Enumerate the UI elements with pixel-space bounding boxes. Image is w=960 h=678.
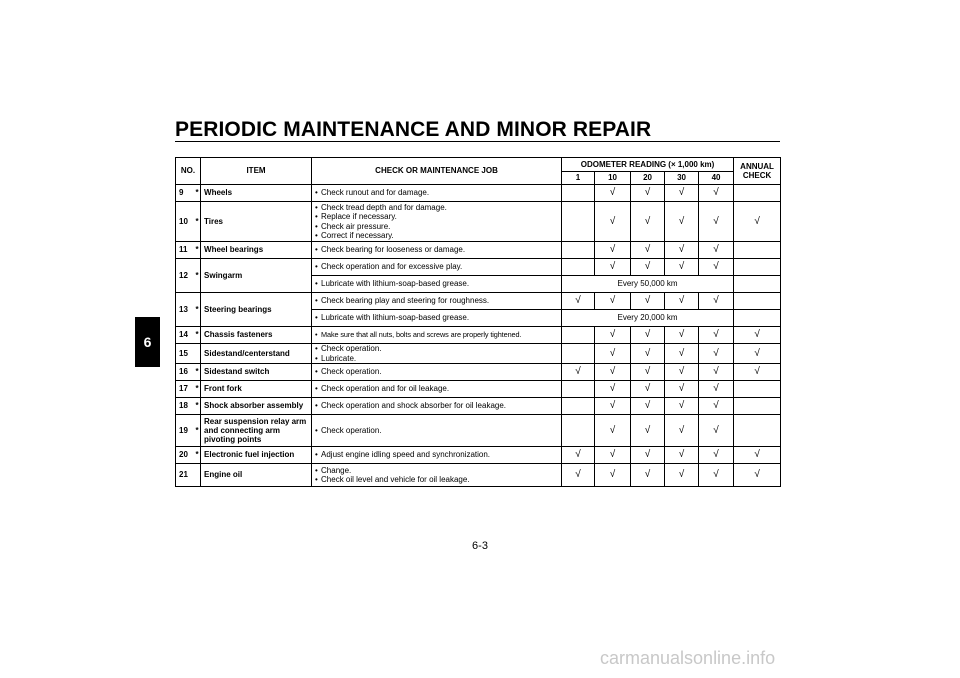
periodic-marker: *	[193, 293, 201, 327]
item-name: Steering bearings	[201, 293, 312, 327]
job-line: • Check operation and for excessive play.	[315, 262, 558, 271]
row-number: 11	[176, 242, 193, 259]
header-no: NO.	[176, 158, 201, 185]
job-line: • Change.	[315, 466, 558, 475]
check-mark	[562, 327, 595, 344]
job-line: • Check operation and for oil leakage.	[315, 384, 558, 393]
odometer-col-header: 30	[665, 172, 699, 185]
table-row	[176, 327, 781, 344]
maintenance-job	[312, 259, 562, 276]
check-mark	[734, 293, 781, 310]
check-mark: √	[631, 381, 665, 398]
check-mark: √	[665, 464, 699, 487]
row-number: 17	[176, 381, 193, 398]
header-odometer: ODOMETER READING (× 1,000 km)	[562, 158, 734, 172]
maintenance-job	[312, 310, 562, 327]
check-mark: √	[734, 344, 781, 364]
check-mark: √	[562, 293, 595, 310]
check-mark: √	[665, 293, 699, 310]
maintenance-job	[312, 276, 562, 293]
check-mark: √	[595, 381, 631, 398]
check-mark	[734, 415, 781, 447]
row-number: 13	[176, 293, 193, 327]
item-name: Chassis fasteners	[201, 327, 312, 344]
item-name: Wheel bearings	[201, 242, 312, 259]
check-mark	[734, 242, 781, 259]
job-line: • Make sure that all nuts, bolts and screws are properly tightened.	[315, 331, 558, 339]
interval-span: Every 50,000 km	[562, 276, 734, 293]
check-mark: √	[595, 415, 631, 447]
maintenance-job	[312, 185, 562, 202]
table-row	[176, 185, 781, 202]
check-mark	[562, 381, 595, 398]
item-name: Wheels	[201, 185, 312, 202]
check-mark	[734, 398, 781, 415]
check-mark	[562, 415, 595, 447]
item-name: Rear suspension relay arm and connecting arm pivoting points	[201, 415, 312, 447]
check-mark: √	[631, 202, 665, 242]
check-mark	[562, 202, 595, 242]
check-mark	[562, 242, 595, 259]
item-name: Shock absorber assembly	[201, 398, 312, 415]
check-mark: √	[631, 398, 665, 415]
maintenance-table	[175, 157, 781, 487]
odometer-col-header: 40	[699, 172, 734, 185]
check-mark: √	[631, 242, 665, 259]
chapter-tab: 6	[135, 317, 160, 367]
job-line: • Check operation.	[315, 367, 558, 376]
check-mark: √	[699, 415, 734, 447]
check-mark: √	[699, 464, 734, 487]
table-row	[176, 415, 781, 447]
item-name: Front fork	[201, 381, 312, 398]
check-mark	[562, 259, 595, 276]
item-name: Sidestand switch	[201, 364, 312, 381]
job-line: • Adjust engine idling speed and synchronization.	[315, 450, 558, 459]
check-mark: √	[562, 464, 595, 487]
page-number: 6-3	[472, 540, 488, 552]
maintenance-job	[312, 364, 562, 381]
table-row	[176, 344, 781, 364]
check-mark: √	[595, 398, 631, 415]
table-row	[176, 398, 781, 415]
check-mark: √	[595, 242, 631, 259]
check-mark: √	[699, 344, 734, 364]
check-mark: √	[595, 327, 631, 344]
row-number: 12	[176, 259, 193, 293]
check-mark: √	[734, 447, 781, 464]
check-mark: √	[631, 464, 665, 487]
check-mark: √	[562, 364, 595, 381]
periodic-marker: *	[193, 364, 201, 381]
maintenance-job	[312, 202, 562, 242]
check-mark: √	[699, 398, 734, 415]
item-name: Swingarm	[201, 259, 312, 293]
check-mark: √	[699, 202, 734, 242]
annual-check-cell	[734, 310, 781, 327]
table-row	[176, 202, 781, 242]
row-number: 19	[176, 415, 193, 447]
check-mark: √	[699, 242, 734, 259]
table-row	[176, 364, 781, 381]
row-number: 15	[176, 344, 193, 364]
check-mark: √	[665, 242, 699, 259]
job-line: • Correct if necessary.	[315, 231, 558, 240]
item-name: Tires	[201, 202, 312, 242]
maintenance-job	[312, 398, 562, 415]
check-mark: √	[665, 415, 699, 447]
job-line: • Check tread depth and for damage.	[315, 203, 558, 212]
check-mark: √	[665, 381, 699, 398]
check-mark: √	[631, 344, 665, 364]
maintenance-job	[312, 293, 562, 310]
check-mark: √	[665, 398, 699, 415]
row-number: 20	[176, 447, 193, 464]
job-line: • Lubricate.	[315, 354, 558, 363]
odometer-col-header: 1	[562, 172, 595, 185]
maintenance-job	[312, 344, 562, 364]
check-mark: √	[699, 185, 734, 202]
check-mark: √	[734, 202, 781, 242]
site-watermark: carmanualsonline.info	[600, 648, 776, 668]
periodic-marker: *	[193, 398, 201, 415]
check-mark: √	[699, 381, 734, 398]
check-mark: √	[665, 327, 699, 344]
periodic-marker: *	[193, 242, 201, 259]
item-name: Engine oil	[201, 464, 312, 487]
maintenance-job	[312, 242, 562, 259]
check-mark: √	[665, 259, 699, 276]
row-number: 9	[176, 185, 193, 202]
header-job: CHECK OR MAINTENANCE JOB	[312, 158, 562, 185]
periodic-marker: *	[193, 327, 201, 344]
job-line: • Check runout and for damage.	[315, 188, 558, 197]
check-mark: √	[699, 327, 734, 344]
check-mark: √	[595, 202, 631, 242]
row-number: 21	[176, 464, 193, 487]
interval-span: Every 20,000 km	[562, 310, 734, 327]
table-row	[176, 259, 781, 276]
job-line: • Check oil level and vehicle for oil leakage.	[315, 475, 558, 484]
job-line: • Lubricate with lithium-soap-based grease.	[315, 313, 558, 322]
check-mark: √	[665, 185, 699, 202]
job-line: • Check operation.	[315, 344, 558, 353]
periodic-marker: *	[193, 202, 201, 242]
maintenance-job	[312, 415, 562, 447]
odometer-col-header: 10	[595, 172, 631, 185]
check-mark: √	[665, 364, 699, 381]
check-mark: √	[631, 447, 665, 464]
check-mark: √	[665, 447, 699, 464]
header-annual-check: ANNUAL CHECK	[734, 158, 781, 185]
maintenance-job	[312, 327, 562, 344]
check-mark: √	[631, 327, 665, 344]
periodic-marker: *	[193, 381, 201, 398]
job-line: • Check operation.	[315, 426, 558, 435]
check-mark: √	[595, 293, 631, 310]
job-line: • Lubricate with lithium-soap-based grease.	[315, 279, 558, 288]
header-item: ITEM	[201, 158, 312, 185]
table-row	[176, 447, 781, 464]
item-name: Sidestand/centerstand	[201, 344, 312, 364]
check-mark: √	[631, 415, 665, 447]
check-mark: √	[699, 259, 734, 276]
periodic-marker	[193, 464, 201, 487]
page-title: PERIODIC MAINTENANCE AND MINOR REPAIR	[175, 118, 652, 141]
row-number: 18	[176, 398, 193, 415]
check-mark: √	[665, 202, 699, 242]
maintenance-job	[312, 464, 562, 487]
check-mark: √	[734, 464, 781, 487]
check-mark: √	[631, 259, 665, 276]
check-mark	[734, 185, 781, 202]
row-number: 16	[176, 364, 193, 381]
row-number: 10	[176, 202, 193, 242]
job-line: • Replace if necessary.	[315, 212, 558, 221]
check-mark: √	[699, 364, 734, 381]
check-mark: √	[595, 464, 631, 487]
periodic-marker: *	[193, 415, 201, 447]
odometer-col-header: 20	[631, 172, 665, 185]
check-mark	[562, 344, 595, 364]
check-mark: √	[595, 344, 631, 364]
annual-check-cell	[734, 276, 781, 293]
check-mark: √	[595, 364, 631, 381]
table-row	[176, 293, 781, 310]
table-row	[176, 381, 781, 398]
job-line: • Check air pressure.	[315, 222, 558, 231]
check-mark: √	[734, 327, 781, 344]
job-line: • Check operation and shock absorber for oil leakage.	[315, 401, 558, 410]
title-underline	[175, 141, 780, 142]
check-mark: √	[631, 364, 665, 381]
check-mark: √	[562, 447, 595, 464]
check-mark: √	[595, 259, 631, 276]
check-mark: √	[665, 344, 699, 364]
table-row	[176, 464, 781, 487]
check-mark: √	[734, 364, 781, 381]
item-name: Electronic fuel injection	[201, 447, 312, 464]
check-mark: √	[699, 293, 734, 310]
check-mark	[734, 381, 781, 398]
job-line: • Check bearing play and steering for roughness.	[315, 296, 558, 305]
check-mark	[562, 398, 595, 415]
check-mark: √	[631, 293, 665, 310]
maintenance-job	[312, 447, 562, 464]
check-mark: √	[595, 447, 631, 464]
periodic-marker	[193, 344, 201, 364]
periodic-marker: *	[193, 447, 201, 464]
maintenance-job	[312, 381, 562, 398]
check-mark: √	[595, 185, 631, 202]
periodic-marker: *	[193, 185, 201, 202]
check-mark: √	[631, 185, 665, 202]
table-row	[176, 242, 781, 259]
periodic-marker: *	[193, 259, 201, 293]
row-number: 14	[176, 327, 193, 344]
check-mark	[734, 259, 781, 276]
check-mark	[562, 185, 595, 202]
check-mark: √	[699, 447, 734, 464]
job-line: • Check bearing for looseness or damage.	[315, 245, 558, 254]
